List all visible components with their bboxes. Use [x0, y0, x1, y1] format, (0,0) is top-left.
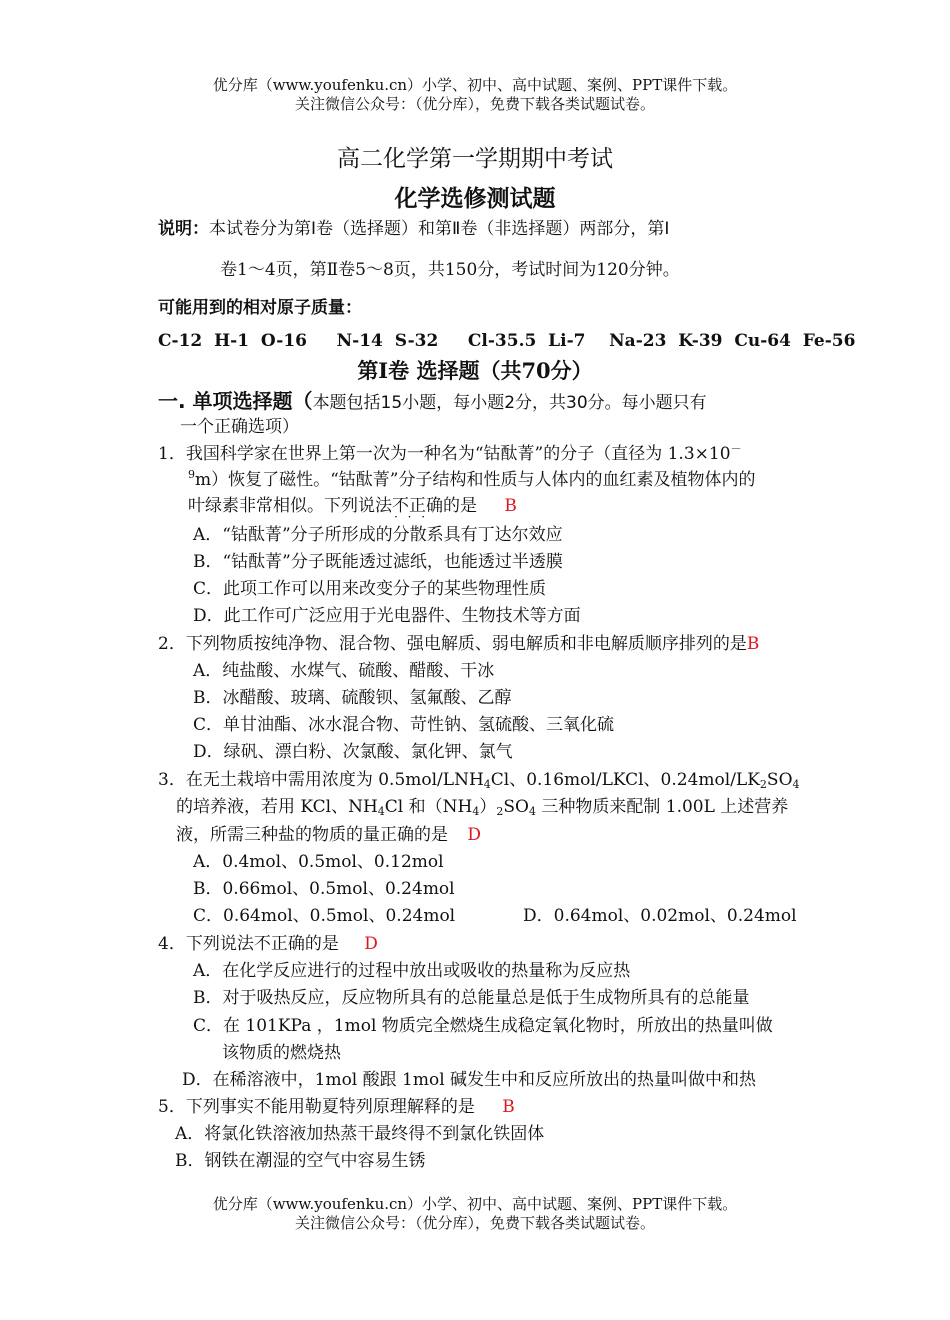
q2-option-c: C．单甘油酯、冰水混合物、苛性钠、氢硫酸、三氧化硫	[193, 715, 615, 735]
q1-exp-value: 9	[188, 468, 195, 481]
part1-title: 第Ⅰ卷 选择题（共70分）	[357, 358, 593, 383]
q4-stem-text: 4．下列说法不正确的是	[158, 934, 339, 954]
q3-text-2e: 三种物质来配制 1.00L 上述营养	[535, 797, 789, 817]
q2-option-a: A．纯盐酸、水煤气、硫酸、醋酸、干冰	[193, 661, 495, 681]
q3-text-1a: 3．在无土栽培中需用浓度为 0.5mol/LNH	[158, 770, 484, 790]
q3-stem-line-1	[158, 765, 800, 791]
atomic-mass-label: 可能用到的相对原子质量：	[158, 298, 362, 318]
q5-answer: B	[502, 1097, 515, 1117]
footer-line-1: 优分库（www.youfenku.cn）小学、初中、高中试题、案例、PPT课件下载。	[212, 1195, 738, 1213]
q4-option-c-cont: 该物质的燃烧热	[222, 1043, 341, 1063]
q3-option-c: C．0.64mol、0.5mol、0.24mol	[193, 906, 456, 926]
q1-option-d: D．此工作可广泛应用于光电器件、生物技术等方面	[193, 606, 581, 626]
q5-stem-text: 5．下列事实不能用勒夏特列原理解释的是	[158, 1097, 475, 1117]
q3-sub-7: 4	[528, 805, 536, 818]
atomic-mass-list: C-12 H-1 O-16 N-14 S-32 Cl-35.5 Li-7 Na-23 K-39 Cu-64 Fe-56	[158, 331, 856, 351]
q5-stem	[158, 1092, 515, 1117]
footer-line-2: 关注微信公众号：（优分库），免费下载各类试题试卷。	[294, 1214, 655, 1232]
q3-text-1b: Cl、0.16mol/LKCl、0.24mol/LK	[490, 770, 760, 790]
q3-sub-6: 2	[496, 805, 504, 818]
q1-stem-text-3a: 叶绿素非常相似。下列说法	[188, 496, 392, 516]
q1-stem-line-3	[188, 491, 517, 516]
q1-option-c: C．此项工作可以用来改变分子的某些物理性质	[193, 579, 547, 599]
q1-stem-line-1	[158, 439, 742, 464]
q4-option-d: D．在稀溶液中，1mol 酸跟 1mol 碱发生中和反应所放出的热量叫做中和热	[182, 1070, 757, 1090]
section-desc-2: 一个正确选项）	[180, 417, 299, 437]
q3-text-1c: SO	[766, 770, 793, 790]
q3-sub-4: 4	[377, 805, 385, 818]
q1-option-a: A．“钴酞菁”分子所形成的分散系具有丁达尔效应	[193, 525, 563, 545]
section-heading	[158, 385, 707, 414]
q4-answer: D	[364, 934, 378, 954]
q1-answer: B	[504, 496, 517, 516]
q2-option-b: B．冰醋酸、玻璃、硫酸钡、氢氟酸、乙醇	[193, 688, 512, 708]
instructions-text-1: 本试卷分为第Ⅰ卷（选择题）和第Ⅱ卷（非选择题）两部分，第Ⅰ	[209, 219, 670, 239]
q2-stem-text: 2．下列物质按纯净物、混合物、强电解质、弱电解质和非电解质顺序排列的是	[158, 634, 747, 654]
q3-text-3: 液，所需三种盐的物质的量正确的是	[176, 825, 448, 845]
q3-stem-line-2	[176, 792, 788, 818]
instructions-line-1	[158, 214, 669, 239]
q3-option-d: D．0.64mol、0.02mol、0.24mol	[523, 906, 797, 926]
q2-stem	[158, 629, 759, 654]
q3-text-2d: SO	[503, 797, 529, 817]
section-desc: 本题包括15小题，每小题2分，共30分。每小题只有	[312, 393, 707, 413]
q3-text-2c: ）	[479, 797, 497, 817]
q4-option-c: C．在 101KPa ，1mol 物质完全燃烧生成稳定氧化物时，所放出的热量叫做	[193, 1016, 773, 1036]
section-head-label: 一. 单项选择题（	[158, 389, 313, 413]
q5-option-a: A．将氯化铁溶液加热蒸干最终得不到氯化铁固体	[175, 1124, 545, 1144]
q3-text-2a: 的培养液，若用 KCl、NH	[176, 797, 378, 817]
q5-option-b: B．钢铁在潮湿的空气中容易生锈	[175, 1151, 426, 1171]
q4-option-b: B．对于吸热反应，反应物所具有的总能量总是低于生成物所具有的总能量	[193, 988, 750, 1008]
instructions-label: 说明：	[158, 219, 209, 239]
q2-answer: B	[746, 634, 760, 654]
exam-title: 高二化学第一学期期中考试	[337, 146, 613, 172]
q3-sub-3: 4	[792, 778, 800, 791]
q1-stem-text-1: 1．我国科学家在世界上第一次为一种名为“钴酞菁”的分子（直径为 1.3×10	[158, 444, 731, 464]
q1-stem-line-2	[188, 465, 756, 490]
q3-sub-2: 2	[759, 778, 767, 791]
q1-stem-text-2: m）恢复了磁性。“钴酞菁”分子结构和性质与人体内的血红素及植物体内的	[195, 470, 756, 490]
q3-stem-line-3	[176, 820, 481, 845]
q1-emphasis: 不正确 · · ·	[392, 496, 443, 516]
q4-stem	[158, 929, 378, 954]
q1-option-b: B．“钴酞菁”分子既能透过滤纸，也能透过半透膜	[193, 552, 563, 572]
q3-sub-1: 4	[483, 778, 491, 791]
exam-subtitle: 化学选修测试题	[394, 186, 556, 212]
q2-option-d: D．绿矾、漂白粉、次氯酸、氯化钾、氯气	[193, 742, 513, 762]
q3-sub-5: 4	[472, 805, 480, 818]
header-line-2: 关注微信公众号：（优分库），免费下载各类试题试卷。	[294, 95, 655, 113]
q4-option-a: A．在化学反应进行的过程中放出或吸收的热量称为反应热	[193, 961, 631, 981]
q3-text-2b: Cl 和（NH	[384, 797, 473, 817]
q1-exp-sign: －	[730, 442, 742, 455]
header-line-1: 优分库（www.youfenku.cn）小学、初中、高中试题、案例、PPT课件下载。	[212, 76, 738, 94]
q3-option-a: A．0.4mol、0.5mol、0.12mol	[193, 852, 444, 872]
q3-answer: D	[467, 825, 482, 845]
instructions-line-2: 卷1～4页，第Ⅱ卷5～8页，共150分，考试时间为120分钟。	[220, 260, 680, 280]
q1-stem-text-3b: 的是	[443, 496, 477, 516]
q3-option-b: B．0.66mol、0.5mol、0.24mol	[193, 879, 455, 899]
